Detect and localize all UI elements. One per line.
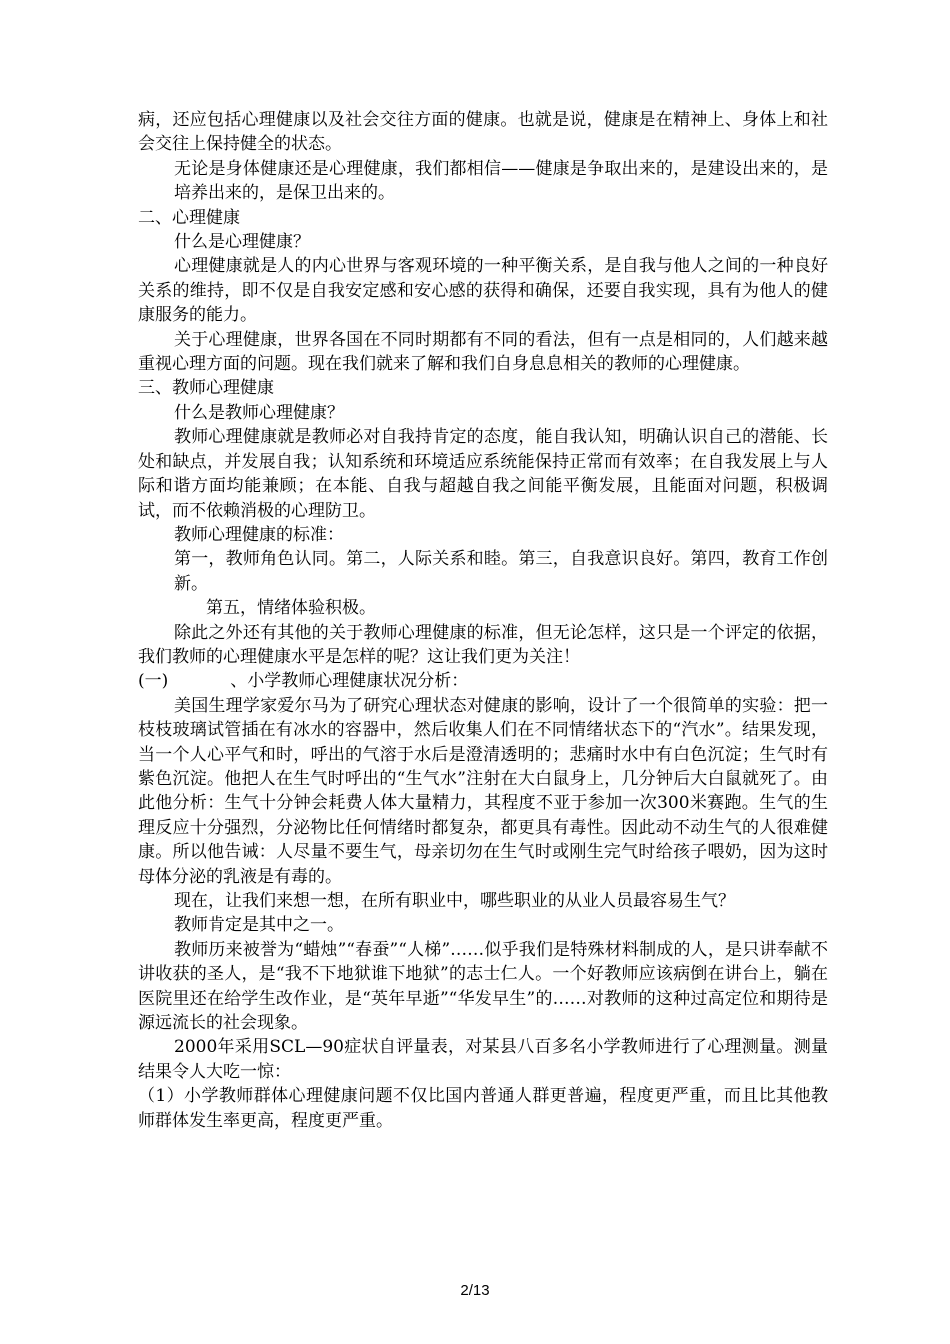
page-number: 2/13 [460,1282,490,1299]
list-item: （1）小学教师群体心理健康问题不仅比国内普通人群更普遍，程度更严重，而且比其他教师群体发生率更高，程度更严重。 [138,1086,828,1131]
paragraph: 现在，让我们来想一想，在所有职业中，哪些职业的从业人员最容易生气？ [174,891,735,911]
paragraph: 教师心理健康的标准： [174,524,344,545]
paragraph: 无论是身体健康还是心理健康，我们都相信——健康是争取出来的，是建设出来的，是培养出来的，是保卫出来的。 [174,158,828,204]
paragraph: 心理健康就是人的内心世界与客观环境的一种平衡关系，是自我与他人之间的一种良好关系的维持，即不仅是自我安定感和安心感的获得和确保，还要自我实现，具有为他人的健康服务的能力。 [138,256,828,326]
paragraph: 除此之外还有其他的关于教师心理健康的标准，但无论怎样，这只是一个评定的依据，我们教师的心理健康水平是怎样的呢？这让我们更为关注！ [138,622,828,667]
paragraph: 美国生理学家爱尔马为了研究心理状态对健康的影响，设计了一个很简单的实验：把一枝枝玻璃试管插在有冰水的容器中，然后收集人们在不同情绪状态下的“汽水”。结果发现，当一个人心平气和时，呼出的气溶于水后是澄清透明的；悲痛时水中有白色沉淀；生气时有紫色沉淀。他把人在生气时呼出的“生气水”注射在大白鼠身上，几分钟后大白鼠就死了。由此他分析：生气十分钟会耗费人体大量精力，其程度不亚于参加一次300米赛跑。生气的生理反应十分强烈，分泌物比任何情绪时都复杂，都更具有毒性。因此动不动生气的人很难健康。所以他告诫：人尽量不要生气，母亲切勿在生气时或刚生完气时给孩子喂奶，因为这时母体分泌的乳液是有毒的。 [138,695,828,887]
question: 什么是心理健康？ [174,232,310,253]
paragraph: 教师肯定是其中之一。 [174,915,344,936]
document-body [138,108,828,1133]
section-heading: 三、教师心理健康 [138,378,274,399]
question: 什么是教师心理健康？ [174,402,344,423]
paragraph: 第五，情绪体验积极。 [206,598,376,619]
subsection-heading [138,669,828,693]
paragraph: 第一，教师角色认同。第二，人际关系和睦。第三，自我意识良好。第四，教育工作创新。 [174,549,828,594]
paragraph: 教师心理健康就是教师必对自我持肯定的态度，能自我认知，明确认识自己的潜能、长处和缺点，并发展自我；认知系统和环境适应系统能保持正常而有效率；在自我发展上与人际和谐方面均能兼顾；在本能、自我与超越自我之间能平衡发展，且能面对问题，积极调试，而不依赖消极的心理防卫。 [138,427,828,521]
paragraph: 2000年采用SCL—90症状自评量表，对某县八百多名小学教师进行了心理测量。测量结果令人大吃一惊： [138,1037,828,1082]
subsection-title: 、小学教师心理健康状况分析： [230,671,469,692]
list-marker: (一) [138,671,169,692]
paragraph: 病，还应包括心理健康以及社会交往方面的健康。也就是说，健康是在精神上、身体上和社会交往上保持健全的状态。 [138,110,828,155]
paragraph: 关于心理健康，世界各国在不同时期都有不同的看法，但有一点是相同的，人们越来越重视心理方面的问题。现在我们就来了解和我们自身息息相关的教师的心理健康。 [138,329,828,375]
paragraph: 教师历来被誉为“蜡烛”“春蚕”“人梯”……似乎我们是特殊材料制成的人，是只讲奉献不讲收获的圣人，是“我不下地狱谁下地狱”的志士仁人。一个好教师应该病倒在讲台上，躺在医院里还在给学生改作业，是“英年早逝”“华发早生”的……对教师的这种过高定位和期待是源远流长的社会现象。 [138,939,828,1034]
section-heading: 二、心理健康 [138,207,240,228]
